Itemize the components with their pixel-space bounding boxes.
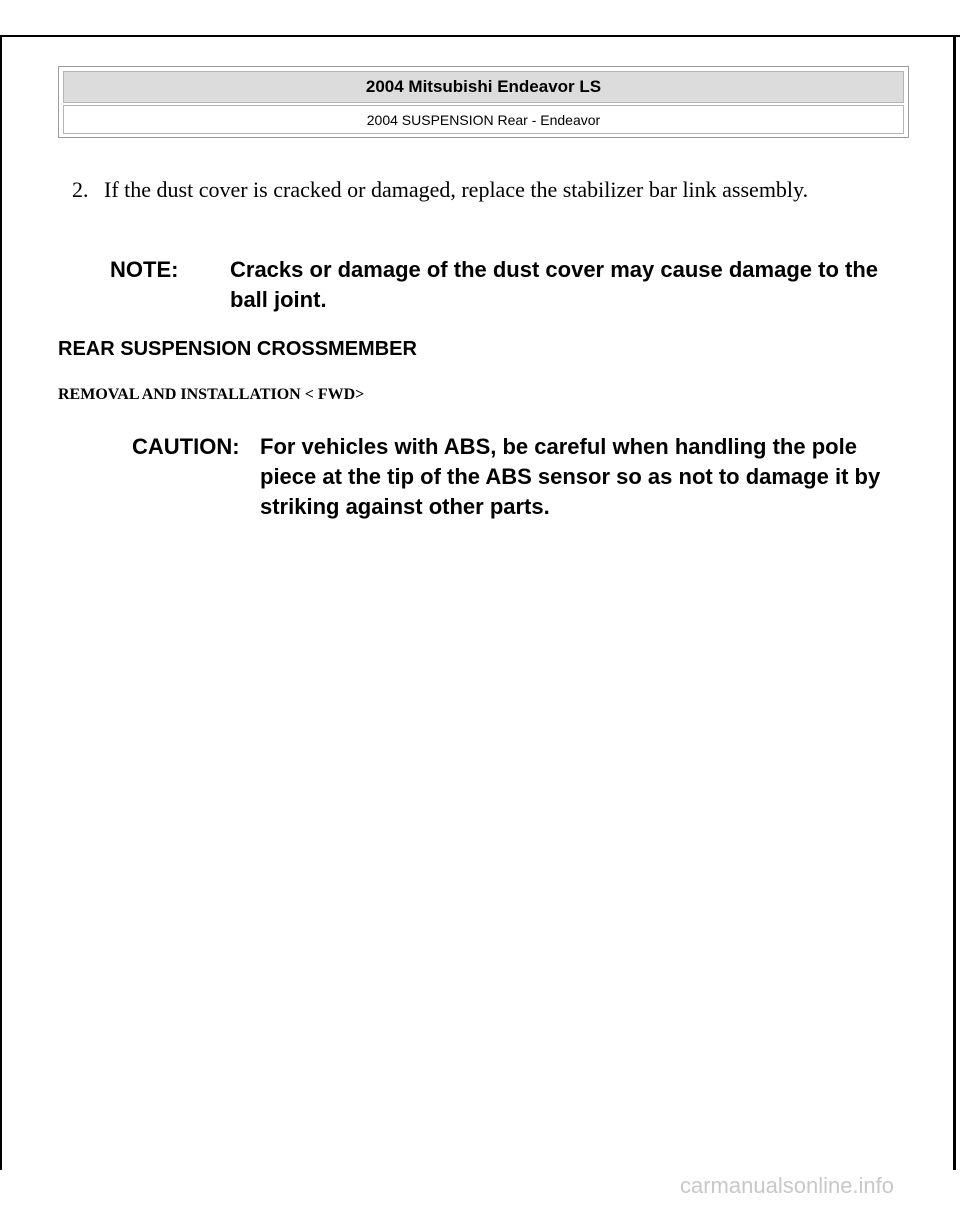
- caution-text: For vehicles with ABS, be careful when handling the pole piece at the tip of the ABS sensor so as not to damage it by striking against other parts.: [260, 434, 881, 519]
- step-number: 2.: [72, 177, 89, 202]
- step-text: If the dust cover is cracked or damaged, replace the stabilizer bar link assembly.: [104, 177, 809, 202]
- frame-left-border: [0, 35, 2, 1170]
- header-subtitle: 2004 SUSPENSION Rear - Endeavor: [63, 105, 904, 134]
- frame-top-border: [0, 35, 960, 37]
- frame-right-border: [953, 35, 956, 1170]
- note-text: Cracks or damage of the dust cover may cause damage to the ball joint.: [230, 257, 879, 312]
- watermark: carmanualsonline.info: [680, 1173, 895, 1198]
- note-label: NOTE:: [110, 257, 179, 282]
- document-header: [58, 66, 909, 138]
- caution-label: CAUTION:: [132, 434, 240, 459]
- section-subheading: REMOVAL AND INSTALLATION < FWD>: [58, 386, 365, 403]
- section-heading: REAR SUSPENSION CROSSMEMBER: [58, 338, 417, 360]
- header-title: 2004 Mitsubishi Endeavor LS: [63, 71, 904, 103]
